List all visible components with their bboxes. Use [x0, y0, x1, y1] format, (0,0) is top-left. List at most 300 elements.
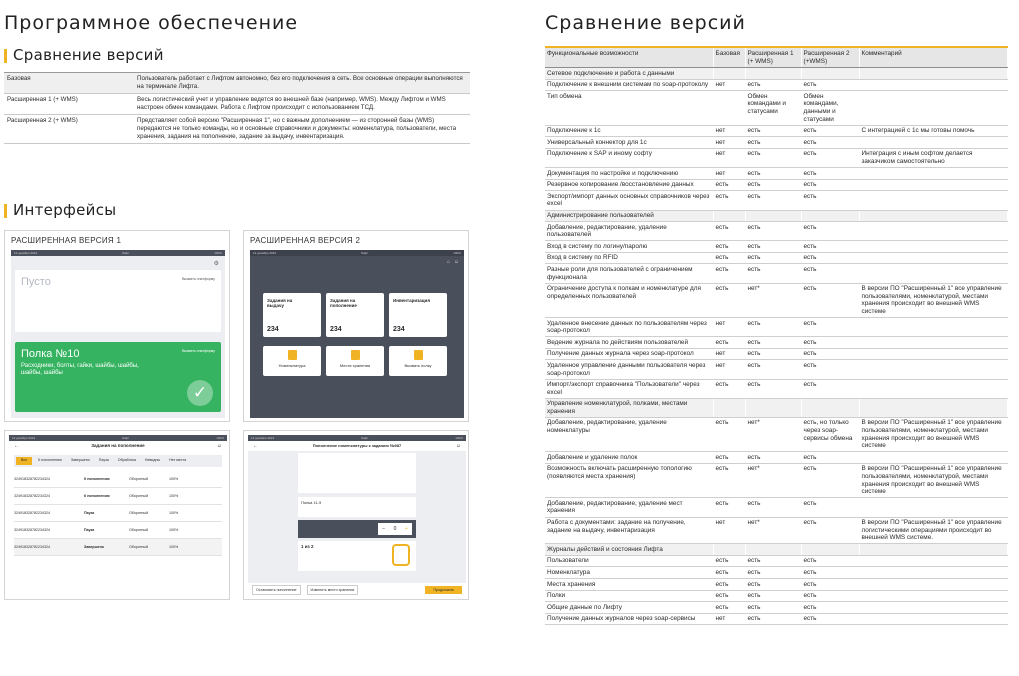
task-id: 324918328782234324: [14, 528, 50, 532]
basic-cell: нет: [713, 360, 745, 379]
ext1-cell: есть: [745, 222, 801, 241]
ext2-cell: есть: [801, 137, 859, 149]
comment-cell: [859, 264, 1007, 283]
ext2-cell: есть: [801, 168, 859, 180]
task-list: [14, 471, 222, 556]
table-row: [4, 115, 470, 144]
screenshot-list: 12 декабря 2024 Лифт 100% ← Задания на пополнение ☺ Все К пополнению Завершено Пауза Обработка Невидны Нет места 324918328782234324 К пополнению Оборотный 100% 324918328782234324 К пополнению Оборотный 100% 324918328782234324 Пауза Оборотный 100% 324918328782234324 Пауза Оборотный 100% 324918328782234324 Завершено Оборотный 100%: [9, 435, 227, 597]
comment-cell: [859, 602, 1007, 614]
gear-icon[interactable]: ⚙: [213, 261, 219, 267]
comment-cell: [859, 252, 1007, 264]
task-id: 324918328782234324: [14, 477, 50, 481]
comment-cell: [859, 222, 1007, 241]
comment-cell: [859, 613, 1007, 625]
ext2-cell: есть: [801, 463, 859, 497]
comment-cell: В версии ПО "Расширенный 1" все управление пользователями, номенклатурой, местами хранения происходит во внешней WMS системе: [859, 463, 1007, 497]
table-row: [545, 241, 1007, 253]
table-row: [545, 417, 1007, 451]
ext1-cell: есть: [745, 360, 801, 379]
ext1-cell: [745, 398, 801, 417]
task-pct: 100%: [169, 511, 179, 515]
document-icon: [288, 350, 297, 360]
section-row: [545, 68, 1007, 80]
version-name: Базовая: [4, 73, 134, 94]
stop-replenish-button[interactable]: Остановить пополнение: [252, 585, 301, 595]
table-row: [545, 555, 1007, 567]
nomenclature-button[interactable]: [263, 346, 321, 376]
versions-heading: Сравнение версий: [4, 46, 164, 64]
interface-card-ext1: [4, 230, 230, 422]
list-item[interactable]: [14, 488, 222, 505]
empty-title: Пусто: [21, 276, 51, 288]
ext1-cell: [745, 210, 801, 222]
empty-card[interactable]: [15, 270, 221, 332]
ext1-cell: есть: [745, 555, 801, 567]
tab-all[interactable]: Все: [16, 457, 32, 465]
ext2-cell: есть: [801, 498, 859, 517]
list-item[interactable]: [14, 539, 222, 556]
ext1-cell: есть: [745, 241, 801, 253]
header-basic: Базовая: [713, 47, 745, 68]
basic-cell: есть: [713, 590, 745, 602]
ext2-cell: [801, 544, 859, 556]
ext1-cell: есть: [745, 613, 801, 625]
header-comment: Комментарий: [859, 47, 1007, 68]
tab-pause[interactable]: Пауза: [98, 458, 109, 462]
basic-cell: есть: [713, 283, 745, 317]
table-row: [545, 337, 1007, 349]
feature-cell: Добавление, редактирование, удаление номенклатуры: [545, 417, 713, 451]
comment-cell: [859, 168, 1007, 180]
feature-cell: Журналы действий и состояния Лифта: [545, 544, 713, 556]
list-item[interactable]: [14, 522, 222, 539]
table-row: [545, 179, 1007, 191]
step-label: 1 из 2: [301, 544, 314, 549]
feature-cell: Ограничение доступа к полкам и номенклатуре для определенных пользователей: [545, 283, 713, 317]
tab-no-space[interactable]: Нет места: [169, 458, 187, 462]
ext1-cell: есть: [745, 348, 801, 360]
basic-cell: есть: [713, 579, 745, 591]
ext2-cell: есть: [801, 252, 859, 264]
ext2-cell: есть: [801, 283, 859, 317]
ext2-cell: есть: [801, 191, 859, 210]
basic-cell: нет: [713, 79, 745, 91]
feature-cell: Подключение к 1с: [545, 125, 713, 137]
button-label: Номенклатура: [278, 363, 306, 368]
comment-cell: С интеграцией с 1с мы готовы помочь: [859, 125, 1007, 137]
table-row: [545, 602, 1007, 614]
feature-cell: Подключение к SAP и иному софту: [545, 148, 713, 167]
task-type: Оборотный: [129, 494, 148, 498]
feature-cell: Разные роли для пользователей с ограничением функционала: [545, 264, 713, 283]
feature-cell: Получение данных журнала через soap-протокол: [545, 348, 713, 360]
table-row: [545, 79, 1007, 91]
comment-cell: [859, 567, 1007, 579]
table-row: [545, 137, 1007, 149]
shelf-label: Полка 11-9: [301, 500, 322, 505]
feature-cell: Добавление и удаление полок: [545, 452, 713, 464]
ext1-cell: есть: [745, 602, 801, 614]
quantity-stepper[interactable]: [378, 523, 412, 535]
call-platform-button[interactable]: Вызвать платформу: [182, 349, 215, 353]
version-desc: Пользователь работает с Лифтом автономно, без его подключения в сеть. Все основные операции выполняются на терминале Лифта.: [134, 73, 470, 94]
table-row: [545, 148, 1007, 167]
comment-cell: [859, 590, 1007, 602]
document-icon: [351, 350, 360, 360]
shelf-card[interactable]: [15, 342, 221, 412]
item-card: [298, 453, 416, 493]
ext2-cell: есть: [801, 264, 859, 283]
ext2-cell: есть: [801, 452, 859, 464]
basic-cell: [713, 544, 745, 556]
comment-cell: [859, 398, 1007, 417]
tile-count: 234: [330, 326, 342, 333]
table-row: [4, 73, 470, 94]
minus-icon[interactable]: −: [382, 526, 386, 532]
task-pct: 100%: [169, 494, 179, 498]
comment-cell: [859, 179, 1007, 191]
task-status: К пополнению: [84, 477, 110, 481]
comment-cell: [859, 191, 1007, 210]
comparison-table: [545, 46, 1008, 625]
comment-cell: [859, 68, 1007, 80]
feature-cell: Экспорт/импорт данных основных справочников через excel: [545, 191, 713, 210]
ext2-cell: есть: [801, 337, 859, 349]
task-pct: 100%: [169, 545, 179, 549]
tab-to-replenish[interactable]: К пополнению: [38, 458, 62, 462]
ext2-cell: есть: [801, 241, 859, 253]
feature-cell: Работа с документами: задание на получение, задание на выдачу, инвентаризация: [545, 517, 713, 544]
basic-cell: [713, 68, 745, 80]
plus-icon[interactable]: +: [404, 526, 408, 532]
ext2-cell: [801, 68, 859, 80]
page-title: Программное обеспечение: [4, 12, 299, 34]
ext1-cell: есть: [745, 452, 801, 464]
ext2-cell: есть: [801, 125, 859, 137]
ext1-cell: есть: [745, 318, 801, 337]
ext1-cell: есть: [745, 264, 801, 283]
basic-cell: есть: [713, 602, 745, 614]
feature-cell: Полки: [545, 590, 713, 602]
header-ext2: Расширенная 2 (+WMS): [801, 47, 859, 68]
ext1-cell: есть: [745, 137, 801, 149]
basic-cell: есть: [713, 264, 745, 283]
user-icon[interactable]: ☺: [453, 259, 459, 265]
table-row: [545, 125, 1007, 137]
header-feature: Функциональные возможности: [545, 47, 713, 68]
task-status: Пауза: [84, 511, 95, 515]
qty-panel: [298, 520, 416, 538]
table-header: [545, 47, 1007, 68]
table-row: [545, 498, 1007, 517]
basic-cell: [713, 210, 745, 222]
tile-title: Инвентаризация: [393, 298, 430, 303]
version-name: Расширенная 1 (+ WMS): [4, 94, 134, 115]
screen-title: Задания на пополнение: [91, 443, 145, 448]
scan-icon: [392, 544, 410, 566]
basic-cell: есть: [713, 463, 745, 497]
comment-cell: [859, 79, 1007, 91]
comment-cell: [859, 555, 1007, 567]
ext1-cell: нет*: [745, 463, 801, 497]
continue-button[interactable]: Продолжить: [425, 586, 462, 594]
ext2-cell: есть: [801, 590, 859, 602]
ext2-cell: [801, 398, 859, 417]
basic-cell: есть: [713, 337, 745, 349]
shelf-desc: Расходники, болты, гайки, шайбы, шайбы, шайбы, шайбы: [21, 363, 139, 376]
tab-processing[interactable]: Обработка: [117, 458, 136, 462]
feature-cell: Добавление, редактирование, удаление мест хранения: [545, 498, 713, 517]
basic-cell: нет: [713, 168, 745, 180]
ext2-cell: [801, 210, 859, 222]
feature-cell: Возможность включать расширенную топологию (появляются места хранения): [545, 463, 713, 497]
tile-title: Задания на выдачу: [267, 298, 293, 308]
step-card: [298, 541, 416, 571]
feature-cell: Тип обмена: [545, 91, 713, 125]
comment-cell: В версии ПО "Расширенный 1" все управление пользователями, номенклатурой, местами хранения происходит во внешней WMS системе: [859, 417, 1007, 451]
ext2-cell: Обмен командами, данными и статусами: [801, 91, 859, 125]
task-type: Оборотный: [129, 545, 148, 549]
task-id: 324918328782234324: [14, 494, 50, 498]
document-icon: [414, 350, 423, 360]
ext1-cell: есть: [745, 252, 801, 264]
table-row: [545, 463, 1007, 497]
basic-cell: есть: [713, 222, 745, 241]
basic-cell: нет: [713, 517, 745, 544]
feature-cell: Подключение к внешним системам по soap-протоколу: [545, 79, 713, 91]
home-icon[interactable]: ⌂: [446, 259, 450, 265]
ext2-cell: есть: [801, 360, 859, 379]
feature-cell: Удаленное внесение данных по пользователям через soap-протокол: [545, 318, 713, 337]
comment-cell: [859, 579, 1007, 591]
ext2-cell: есть: [801, 602, 859, 614]
user-icon[interactable]: ☺: [455, 443, 461, 449]
feature-cell: Ведение журнала по действиям пользователей: [545, 337, 713, 349]
comment-cell: В версии ПО "Расширенный 1" все управление логистическими операциями происходит во внешней WMS системе.: [859, 517, 1007, 544]
ext2-cell: есть: [801, 579, 859, 591]
comment-cell: [859, 137, 1007, 149]
task-status: К пополнению: [84, 494, 110, 498]
ext2-cell: есть: [801, 179, 859, 191]
table-row: [545, 590, 1007, 602]
tile-issue[interactable]: [263, 293, 321, 337]
versions-table: [4, 72, 470, 144]
feature-cell: Пользователи: [545, 555, 713, 567]
basic-cell: есть: [713, 567, 745, 579]
feature-cell: Общие данные по Лифту: [545, 602, 713, 614]
basic-cell: есть: [713, 452, 745, 464]
ext1-cell: есть: [745, 148, 801, 167]
button-label: Вызвать полку: [404, 363, 432, 368]
interface-card-ext2: [243, 230, 469, 422]
change-storage-button[interactable]: Изменить место хранения: [307, 585, 359, 595]
comment-cell: [859, 241, 1007, 253]
ext1-cell: есть: [745, 498, 801, 517]
comment-cell: [859, 360, 1007, 379]
comparison-title: Сравнение версий: [545, 12, 746, 34]
comment-cell: [859, 318, 1007, 337]
feature-cell: Администрирование пользователей: [545, 210, 713, 222]
feature-cell: Резервное копирование /восстановление данных: [545, 179, 713, 191]
feature-cell: Сетевое подключение и работа с данными: [545, 68, 713, 80]
ext2-cell: есть: [801, 222, 859, 241]
table-row: [545, 360, 1007, 379]
table-row: [545, 579, 1007, 591]
table-row: [545, 348, 1007, 360]
button-label: Места хранения: [339, 363, 371, 368]
version-name: Расширенная 2 (+ WMS): [4, 115, 134, 144]
basic-cell: [713, 398, 745, 417]
ext2-cell: есть: [801, 555, 859, 567]
ext2-cell: есть: [801, 567, 859, 579]
basic-cell: есть: [713, 241, 745, 253]
interfaces-heading: Интерфейсы: [4, 201, 116, 219]
basic-cell: нет: [713, 348, 745, 360]
table-row: [545, 222, 1007, 241]
comment-cell: [859, 91, 1007, 125]
card-label: РАСШИРЕННАЯ ВЕРСИЯ 1: [11, 236, 122, 245]
call-platform-button[interactable]: Вызвать платформу: [182, 277, 215, 281]
ext2-cell: есть: [801, 148, 859, 167]
comment-cell: Интеграция с иным софтом делается заказчиком самостоятельно: [859, 148, 1007, 167]
ext1-cell: есть: [745, 579, 801, 591]
feature-cell: Вход в систему по логину/паролю: [545, 241, 713, 253]
back-icon[interactable]: ←: [14, 443, 19, 449]
comment-cell: [859, 452, 1007, 464]
comment-cell: [859, 498, 1007, 517]
comparison-body: [545, 68, 1007, 625]
shelf-title: Полка №10: [21, 348, 80, 360]
ext1-cell: есть: [745, 125, 801, 137]
section-row: [545, 210, 1007, 222]
table-row: [545, 517, 1007, 544]
table-row: [545, 452, 1007, 464]
call-shelf-button[interactable]: [389, 346, 447, 376]
feature-cell: Вход в систему по RFID: [545, 252, 713, 264]
version-desc: Представляет собой версию "Расширенная 1", но с важным дополнением — из сторонней базы (WMS) передаются не только команды, но и основные справочники и документы: номенклатура, пользователи, места хранения, задания на пополнение, задание за выдачу, инвентаризация.: [134, 115, 470, 144]
comment-cell: В версии ПО "Расширенный 1" все управление пользователями, номенклатурой, местами хранения происходит во внешней WMS системе: [859, 283, 1007, 317]
ext2-cell: есть: [801, 318, 859, 337]
screenshot-ext1: 12 декабря 2024 Лифт 100% ⚙ Пусто Вызвать платформу Полка №10 Расходники, болты, гайки, шайбы, шайбы, шайбы, шайбы Вызвать платформу ✓: [11, 250, 225, 418]
qty-value: 0: [393, 526, 397, 532]
interface-card-list: [4, 430, 230, 600]
basic-cell: есть: [713, 498, 745, 517]
task-status: Завершено: [84, 545, 104, 549]
comment-cell: [859, 544, 1007, 556]
user-icon[interactable]: ☺: [216, 443, 222, 449]
ext2-cell: есть: [801, 79, 859, 91]
table-row: [4, 94, 470, 115]
ext1-cell: есть: [745, 191, 801, 210]
screen-title: Пополнение номенклатуры к заданию №987: [312, 443, 402, 448]
comment-cell: [859, 379, 1007, 398]
storage-places-button[interactable]: [326, 346, 384, 376]
table-row: [545, 264, 1007, 283]
ext2-cell: есть, но только через soap-сервисы обмена: [801, 417, 859, 451]
feature-cell: Управление номенклатурой, полками, местами хранения: [545, 398, 713, 417]
table-row: [545, 283, 1007, 317]
table-row: [545, 168, 1007, 180]
table-row: [545, 613, 1007, 625]
basic-cell: есть: [713, 191, 745, 210]
feature-cell: Места хранения: [545, 579, 713, 591]
basic-cell: есть: [713, 417, 745, 451]
tile-count: 234: [393, 326, 405, 333]
table-row: [545, 379, 1007, 398]
ext1-cell: есть: [745, 337, 801, 349]
check-icon: ✓: [187, 380, 213, 406]
feature-cell: Документация по настройке и подключению: [545, 168, 713, 180]
basic-cell: есть: [713, 555, 745, 567]
task-status: Пауза: [84, 528, 95, 532]
feature-cell: Импорт/экспорт справочника "Пользователи" через excel: [545, 379, 713, 398]
task-type: Оборотный: [129, 528, 148, 532]
section-row: [545, 544, 1007, 556]
basic-cell: [713, 91, 745, 125]
tile-count: 234: [267, 326, 279, 333]
tabs: [14, 455, 222, 467]
tile-replenish[interactable]: [326, 293, 384, 337]
table-row: [545, 191, 1007, 210]
shelf-card: [298, 497, 416, 517]
basic-cell: нет: [713, 137, 745, 149]
ext1-cell: нет*: [745, 517, 801, 544]
ext1-cell: [745, 68, 801, 80]
ext1-cell: есть: [745, 379, 801, 398]
list-item[interactable]: [14, 471, 222, 488]
task-type: Оборотный: [129, 511, 148, 515]
ext1-cell: нет*: [745, 283, 801, 317]
screenshot-ext2: 12 декабря 2024 Лифт 100% ⌂ ☺ Задания на выдачу 234 Задания на пополнение 234 Инвентаризация 234 Номенклатура Места хранения Вызвать полку: [250, 250, 464, 418]
back-icon[interactable]: ←: [253, 443, 258, 449]
task-id: 324918328782234324: [14, 511, 50, 515]
tile-title: Задания на пополнение: [330, 298, 357, 308]
basic-cell: есть: [713, 252, 745, 264]
feature-cell: Удаленное управление данными пользователя через soap-протокол: [545, 360, 713, 379]
table-row: [545, 318, 1007, 337]
feature-cell: Получение данных журналов через soap-сервисы: [545, 613, 713, 625]
ext1-cell: нет*: [745, 417, 801, 451]
list-item[interactable]: [14, 505, 222, 522]
table-row: [545, 91, 1007, 125]
feature-cell: Универсальный коннектор для 1с: [545, 137, 713, 149]
basic-cell: нет: [713, 613, 745, 625]
header-ext1: Расширенная 1 (+ WMS): [745, 47, 801, 68]
basic-cell: нет: [713, 125, 745, 137]
ext1-cell: Обмен командами и статусами: [745, 91, 801, 125]
comment-cell: [859, 210, 1007, 222]
basic-cell: нет: [713, 318, 745, 337]
section-row: [545, 398, 1007, 417]
screenshot-replenish: 12 декабря 2024 Лифт 100% ← Пополнение номенклатуры к заданию №987 ☺ Полка 11-9 − 0 + 1 из 2 Остановить пополнение Изменить место хранения Продолжить: [248, 435, 466, 597]
ext1-cell: [745, 544, 801, 556]
ext2-cell: есть: [801, 613, 859, 625]
tab-invisible[interactable]: Невидны: [144, 458, 161, 462]
ext1-cell: есть: [745, 179, 801, 191]
ext1-cell: есть: [745, 567, 801, 579]
basic-cell: есть: [713, 179, 745, 191]
tile-inventory[interactable]: [389, 293, 447, 337]
task-id: 324918328782234324: [14, 545, 50, 549]
ext1-cell: есть: [745, 590, 801, 602]
ext1-cell: есть: [745, 168, 801, 180]
task-pct: 100%: [169, 477, 179, 481]
feature-cell: Номенклатура: [545, 567, 713, 579]
card-label: РАСШИРЕННАЯ ВЕРСИЯ 2: [250, 236, 361, 245]
table-row: [545, 567, 1007, 579]
task-pct: 100%: [169, 528, 179, 532]
tab-completed[interactable]: Завершено: [70, 458, 90, 462]
